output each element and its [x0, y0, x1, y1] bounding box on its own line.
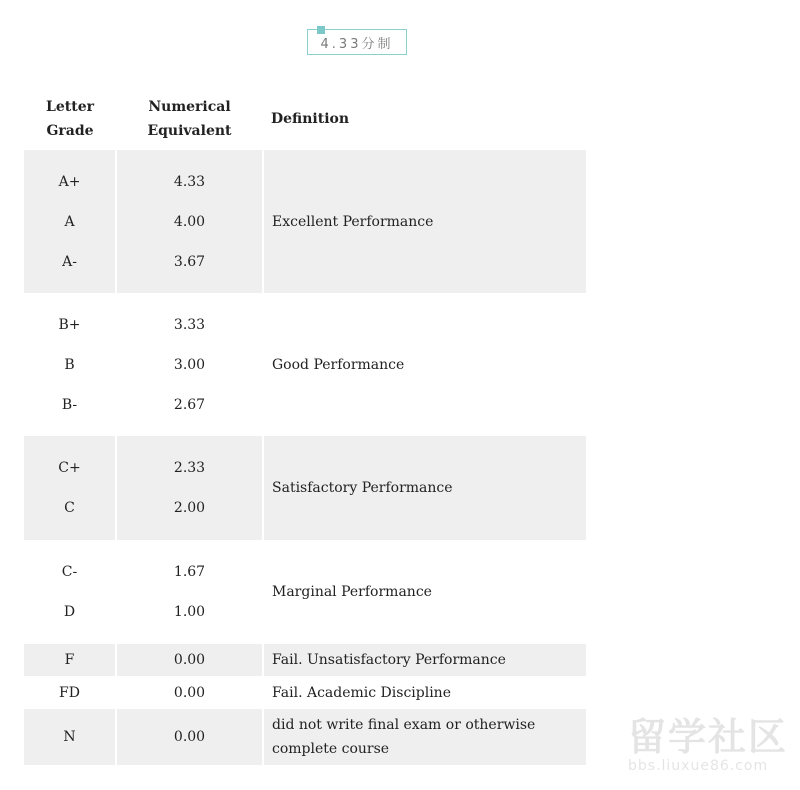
grade-value: 3.00: [173, 356, 206, 373]
grade-letter: A+: [58, 173, 81, 190]
grade-letter: D: [63, 604, 76, 620]
table-row: [24, 540, 586, 644]
grade-value: 4.00: [173, 213, 206, 230]
grade-letter: B-: [61, 396, 78, 413]
grade-table: [24, 88, 586, 765]
grade-cell: [24, 436, 116, 540]
grade-value: 3.67: [173, 253, 206, 270]
header-letter-grade-line1: Letter: [46, 99, 94, 115]
grade-value: 3.33: [173, 316, 206, 333]
grade-letter: N: [24, 709, 116, 765]
definition-cell: did not write final exam or otherwise complete course: [263, 709, 586, 765]
header-numerical-line1: Numerical: [148, 99, 231, 115]
table-row: [24, 644, 586, 676]
grade-letter: C+: [58, 460, 81, 476]
header-numerical-line2: Equivalent: [147, 123, 232, 139]
value-cell: [116, 293, 263, 436]
grade-letter: C-: [61, 564, 78, 580]
definition-cell: Satisfactory Performance: [263, 436, 586, 540]
header-numerical-equivalent: [116, 88, 263, 150]
definition-cell: Fail. Unsatisfactory Performance: [263, 644, 586, 676]
value-cell: [116, 436, 263, 540]
grade-value: 2.33: [173, 460, 206, 476]
grade-value: 1.67: [173, 564, 206, 580]
grade-cell: [24, 150, 116, 293]
table-row: [24, 709, 586, 765]
definition-cell: Good Performance: [263, 293, 586, 436]
grade-cell: [24, 293, 116, 436]
table-header-row: [24, 88, 586, 150]
grade-letter: A: [64, 213, 75, 230]
definition-cell: Marginal Performance: [263, 540, 586, 644]
grade-letter: B+: [58, 316, 81, 333]
grade-value: 0.00: [116, 709, 263, 765]
header-letter-grade: [24, 88, 116, 150]
site-watermark: [628, 716, 788, 782]
table-row: [24, 293, 586, 436]
grade-value: 1.00: [173, 604, 206, 620]
grade-letter: F: [24, 644, 116, 676]
grade-value: 2.00: [173, 500, 206, 516]
value-cell: [116, 150, 263, 293]
table-row: [24, 150, 586, 293]
table-row: [24, 676, 586, 709]
grade-value: 0.00: [116, 644, 263, 676]
page-title-text: 4.33分制: [320, 36, 394, 52]
definition-cell: Excellent Performance: [263, 150, 586, 293]
title-corner-marker: [317, 26, 325, 34]
grade-value: 4.33: [173, 173, 206, 190]
page-title: [307, 29, 407, 55]
grade-letter: B: [64, 356, 75, 373]
grade-letter: C: [64, 500, 75, 516]
grade-cell: [24, 540, 116, 644]
grade-letter: A-: [62, 253, 77, 270]
grade-value: 2.67: [173, 396, 206, 413]
header-letter-grade-line2: Grade: [46, 123, 94, 139]
grade-letter: FD: [24, 676, 116, 709]
watermark-logo-text: 留学社区: [628, 715, 789, 759]
table-row: [24, 436, 586, 540]
definition-cell: Fail. Academic Discipline: [263, 676, 586, 709]
header-definition: Definition: [271, 111, 350, 127]
grade-value: 0.00: [116, 676, 263, 709]
value-cell: [116, 540, 263, 644]
watermark-url: bbs.liuxue86.com: [628, 758, 769, 774]
